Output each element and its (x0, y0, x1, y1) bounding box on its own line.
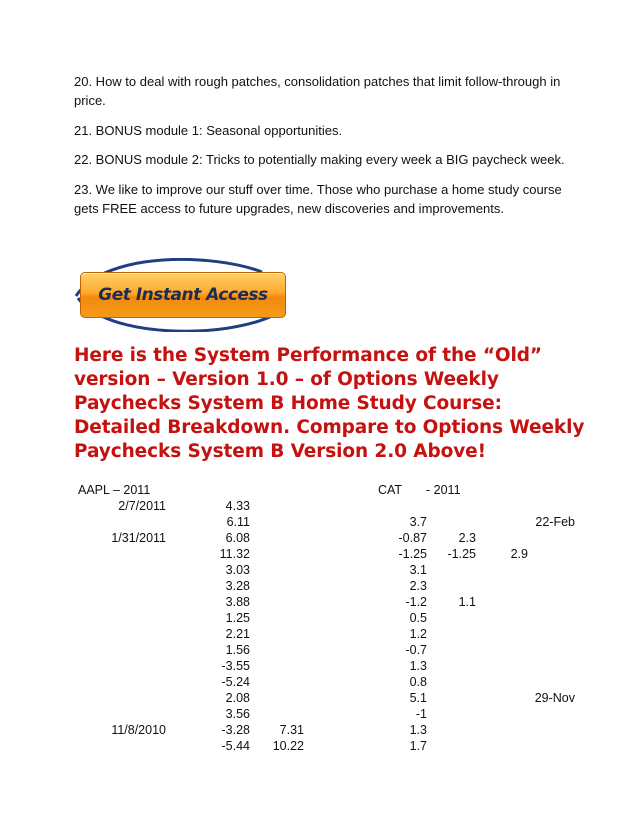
cat-value: 1.3 (409, 659, 427, 673)
cat-value: -1.25 (398, 547, 427, 561)
cat-col2-value: 1.1 (458, 595, 476, 609)
aapl-extra-value: 7.31 (279, 723, 304, 737)
section-heading: Here is the System Performance of the “Old” version – Version 1.0 – of Options Weekly Paychecks System B Home Study Course: Detailed Breakdown. Compare to Options Weekly Paychecks System B Version 2.0 Above! (74, 345, 585, 462)
cat-col2-value: 2.3 (458, 531, 476, 545)
cat-value: 2.3 (409, 579, 427, 593)
cat-value: 1.7 (409, 739, 427, 753)
aapl-value: 3.56 (225, 707, 250, 721)
cat-value: 0.8 (409, 675, 427, 689)
aapl-date: 2/7/2011 (118, 499, 166, 513)
aapl-date: 1/31/2011 (111, 531, 166, 545)
cat-value: 3.1 (409, 563, 427, 577)
cat-title-year: - 2011 (426, 483, 461, 497)
list-item-21: 21. BONUS module 1: Seasonal opportunities. (74, 123, 343, 138)
cta-banner (66, 258, 290, 332)
cat-value: -0.87 (398, 531, 427, 545)
cat-title-ticker: CAT (378, 483, 403, 497)
cat-value: 1.2 (409, 627, 427, 641)
cat-date: 22-Feb (535, 515, 575, 529)
list-item-20: 20. How to deal with rough patches, consolidation patches that limit follow-through in price. (74, 74, 561, 108)
aapl-title: AAPL – 2011 (78, 483, 151, 497)
aapl-extra-value: 10.22 (272, 739, 304, 753)
aapl-value: -3.55 (221, 659, 250, 673)
get-instant-access-button[interactable]: Get Instant Access (80, 272, 286, 318)
cat-value: -0.7 (405, 643, 427, 657)
aapl-value: 1.25 (225, 611, 250, 625)
cat-value: 5.1 (409, 691, 427, 705)
cat-col2-value: -1.25 (447, 547, 476, 561)
cat-value: 0.5 (409, 611, 427, 625)
aapl-value: -5.44 (221, 739, 250, 753)
aapl-value: -5.24 (221, 675, 250, 689)
cat-col3-value: 2.9 (510, 547, 528, 561)
cat-value: 3.7 (409, 515, 427, 529)
aapl-value: 6.11 (226, 515, 250, 529)
aapl-value: 11.32 (219, 547, 250, 561)
aapl-value: -3.28 (221, 723, 250, 737)
aapl-value: 3.28 (225, 579, 250, 593)
cat-value: 1.3 (409, 723, 427, 737)
list-item-22: 22. BONUS module 2: Tricks to potentially making every week a BIG paycheck week. (74, 152, 565, 167)
aapl-value: 2.08 (225, 691, 250, 705)
cat-value: -1.2 (405, 595, 427, 609)
aapl-date: 11/8/2010 (111, 723, 166, 737)
aapl-value: 3.88 (225, 595, 250, 609)
cat-date: 29-Nov (534, 691, 575, 705)
aapl-value: 3.03 (225, 563, 250, 577)
cat-value: -1 (415, 707, 427, 721)
aapl-value: 4.33 (225, 499, 250, 513)
list-item-23: 23. We like to improve our stuff over time. Those who purchase a home study course gets FREE access to future upgrades, new discoveries and improvements. (74, 182, 562, 216)
aapl-value: 1.56 (225, 643, 250, 657)
aapl-value: 6.08 (225, 531, 250, 545)
aapl-value: 2.21 (225, 627, 250, 641)
